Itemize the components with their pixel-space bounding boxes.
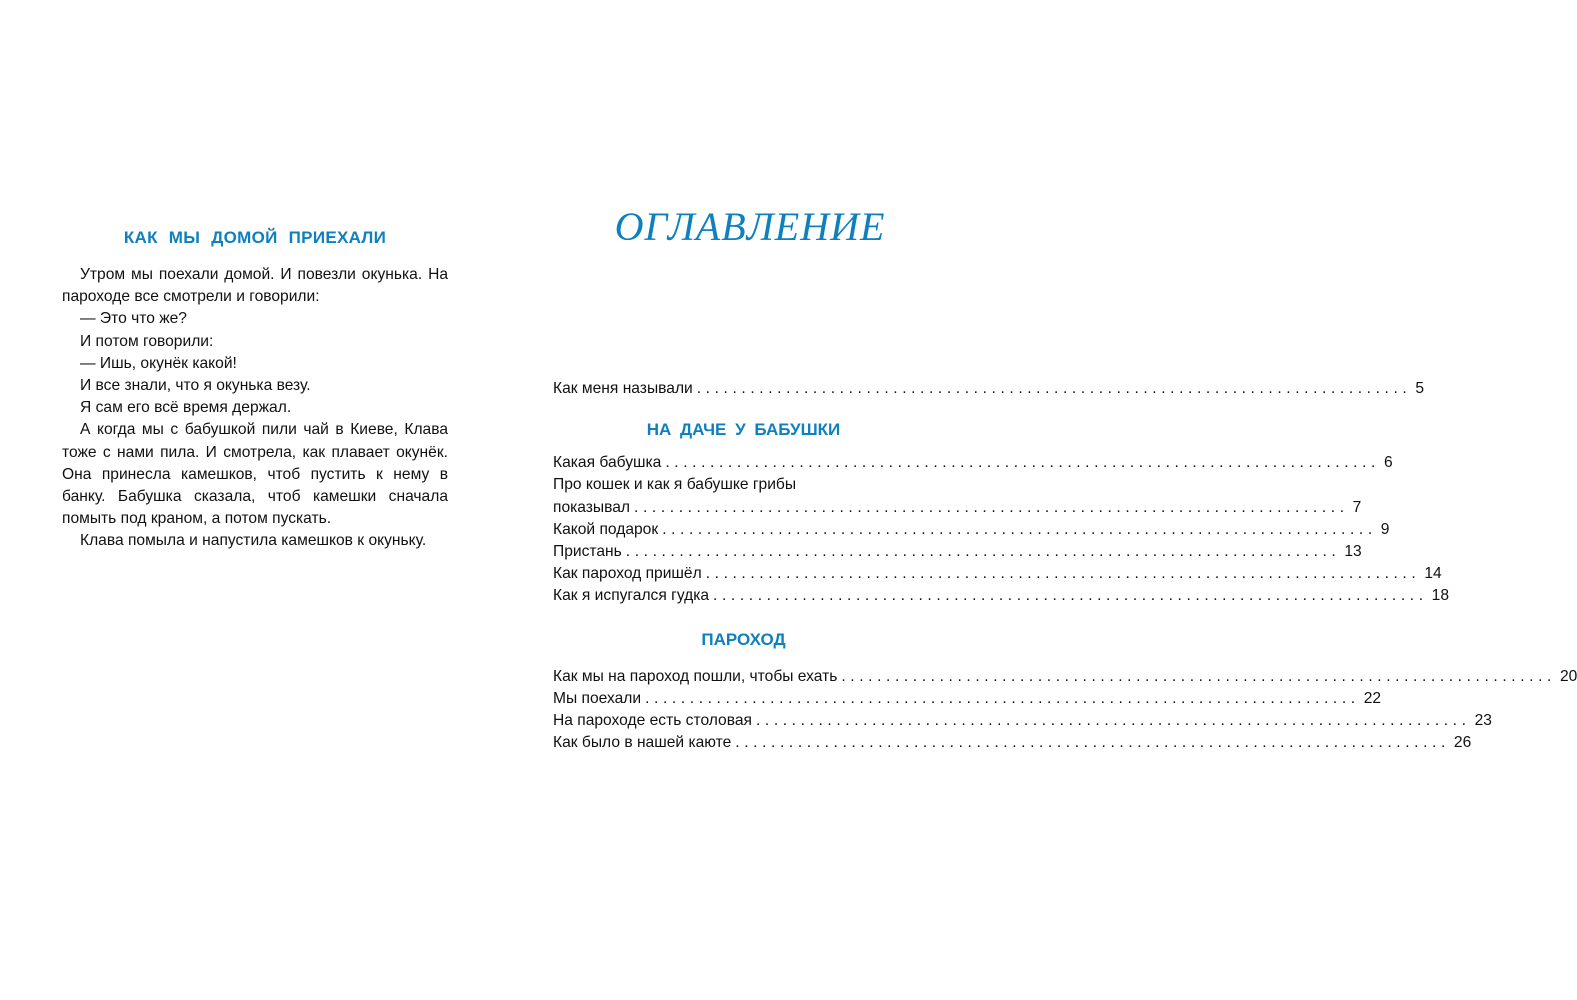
- toc-entry-title: Мы поехали: [553, 689, 642, 707]
- toc-leader-dots: ................................................................................: [625, 542, 1341, 560]
- story-title: КАК МЫ ДОМОЙ ПРИЕХАЛИ: [123, 228, 387, 247]
- toc-entry[interactable]: [553, 585, 1449, 607]
- toc-entry-page: 20: [1559, 667, 1577, 685]
- toc-entry[interactable]: [553, 710, 1492, 732]
- toc-leader-dots: ................................................................................: [841, 667, 1556, 685]
- toc-entry[interactable]: [553, 666, 1577, 688]
- toc-entry[interactable]: [553, 452, 1393, 474]
- toc-entry-page: 13: [1344, 542, 1362, 560]
- toc-leader-dots: ................................................................................: [755, 711, 1471, 729]
- story-paragraph: И все знали, что я окунька везу.: [80, 377, 311, 395]
- toc-entry-title: Как мы на пароход пошли, чтобы ехать: [553, 667, 838, 685]
- toc-leader-dots: ................................................................................: [735, 734, 1450, 752]
- toc-title: ОГЛАВЛЕНИЕ: [614, 204, 886, 249]
- toc-entry-page: 18: [1431, 587, 1449, 605]
- toc-entry-page: 23: [1474, 711, 1492, 729]
- left-page: [0, 0, 500, 1000]
- toc-entry[interactable]: [553, 688, 1382, 710]
- toc-leader-dots: ................................................................................: [665, 454, 1380, 472]
- toc-leader-dots: ................................................................................: [645, 689, 1360, 707]
- story-paragraph: Утром мы поехали домой. И повезли окунька. На пароходе все смотрели и говорили:: [62, 266, 448, 306]
- toc-entry[interactable]: [553, 732, 1472, 754]
- toc-entry-title: Пристань: [553, 542, 622, 560]
- toc-leader-dots: ................................................................................: [696, 380, 1412, 397]
- toc-entry[interactable]: [553, 497, 1362, 519]
- story-paragraph: — Это что же?: [80, 310, 187, 328]
- story-paragraph: И потом говорили:: [80, 332, 214, 350]
- toc-entry-page: 22: [1363, 689, 1382, 707]
- toc-entry-page: 9: [1380, 520, 1390, 538]
- toc-entry-title: Как я испугался гудка: [553, 587, 710, 605]
- toc-entry-title: показывал: [553, 498, 631, 516]
- toc-section-title: НА ДАЧЕ У БАБУШКИ: [646, 420, 841, 440]
- toc-leader-dots: ................................................................................: [713, 587, 1428, 605]
- toc-entry-title: Как было в нашей каюте: [553, 734, 732, 752]
- toc-entry-title: Какая бабушка: [553, 454, 662, 472]
- toc-entry[interactable]: [553, 563, 1442, 585]
- toc-leader-dots: ................................................................................: [662, 520, 1377, 538]
- story-paragraph: Я сам его всё время держал.: [80, 399, 292, 417]
- toc-entry-title: Как меня называли: [553, 380, 693, 397]
- toc-entry-title: На пароходе есть столовая: [553, 711, 752, 729]
- toc-section-title: ПАРОХОД: [701, 629, 786, 649]
- right-page: [500, 0, 1577, 1000]
- toc-entry[interactable]: [553, 541, 1362, 563]
- toc-entry-page: 7: [1352, 498, 1362, 516]
- toc-entry-page: 26: [1453, 734, 1472, 752]
- story-paragraph: Клава помыла и напустила камешков к окуньку.: [80, 532, 427, 550]
- toc-entry[interactable]: [553, 519, 1390, 541]
- toc-leader-dots: ................................................................................: [705, 565, 1421, 583]
- toc-entry-title: Как пароход пришёл: [553, 565, 702, 583]
- toc-entry-page: 6: [1383, 454, 1393, 472]
- toc-entry-page: 14: [1424, 565, 1442, 583]
- story-paragraph: — Ишь, окунёк какой!: [80, 354, 237, 372]
- toc-entry[interactable]: [553, 378, 1425, 400]
- table-of-contents: [553, 378, 1577, 754]
- toc-leader-dots: ................................................................................: [634, 498, 1349, 516]
- story-paragraph: А когда мы с бабушкой пили чай в Киеве, Клава тоже с нами пила. И смотрела, как плавает окунёк. Она принесла камешков, чтоб пустить к нему в банку. Бабушка сказала, чтоб камешки сначала помыть под краном, а потом пускать.: [62, 421, 448, 528]
- toc-entry-page: 5: [1415, 380, 1425, 397]
- story-text: [62, 264, 448, 553]
- toc-entry-title: Какой подарок: [553, 520, 659, 538]
- toc-entry-title-line[interactable]: Про кошек и как я бабушке грибы: [553, 476, 797, 494]
